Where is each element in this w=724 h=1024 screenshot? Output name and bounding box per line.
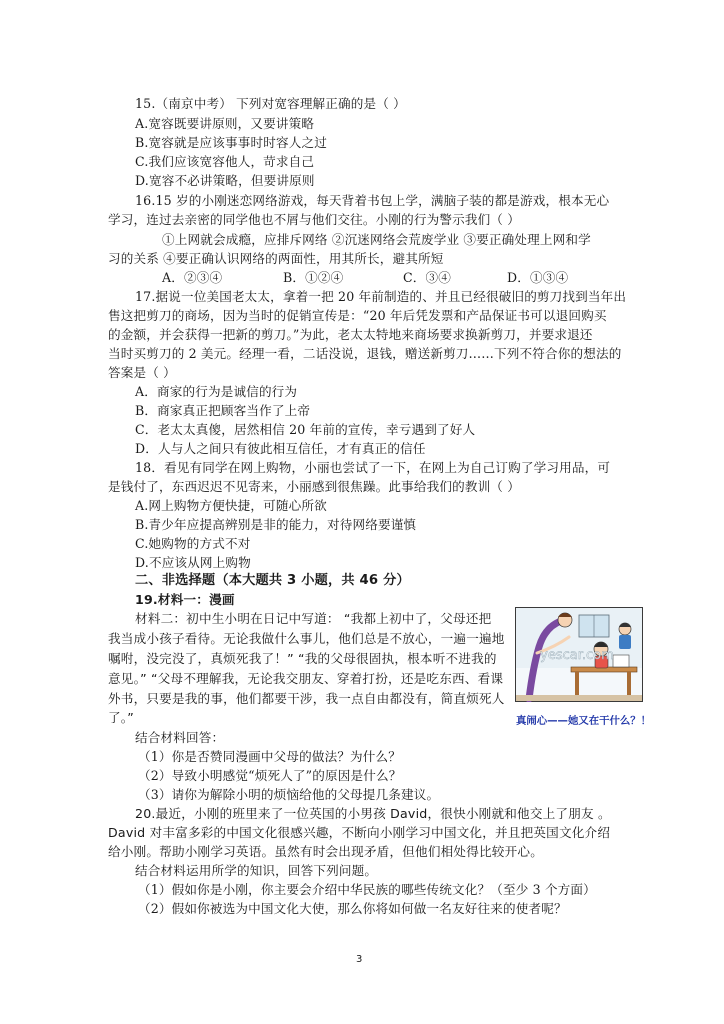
q19-material-line: 意见。” “父母不理解我，无论我交朋友、穿着打扮，还是吃东西、看课: [108, 671, 504, 686]
q15-option-a: A.宽容既要讲原则，又要讲策略: [135, 116, 315, 131]
q19-material-line: 嘱咐，没完没了，真烦死我了！” “我的父母很固执，根本听不进我的: [108, 651, 497, 666]
q20-material-line: 20.最近，小刚的班里来了一位英国的小男孩 David，很快小刚就和他交上了朋友 。: [135, 806, 611, 821]
q18-option-d: D.不应该从网上购物: [135, 555, 251, 570]
q18-stem-line: 是钱付了，东西迟迟不见寄来，小丽感到很焦躁。此事给我们的教训（ ）: [108, 479, 520, 494]
q19-prompt: 结合材料回答：: [135, 730, 225, 745]
q19-material-line: 材料二：初中生小明在日记中写道： “我都上初中了，父母还把: [135, 611, 492, 626]
q17-stem-line: 售这把剪刀的商场，因为当时的促销宣传是：“20 年后凭发票和产品保证书可以退回购买: [108, 308, 607, 323]
q19-material-line: 了。”: [108, 710, 135, 725]
q15-option-d: D.宽容不必讲策略，但要讲原则: [135, 173, 315, 188]
q20-prompt: 结合材料运用所学的知识，回答下列问题。: [135, 863, 378, 878]
q19-heading: 19.材料一：漫画: [135, 592, 235, 607]
cartoon-caption: 真闹心——她又在干什么？！: [516, 715, 652, 727]
q20-subquestion-1: （1）假如你是小刚，你主要会介绍中华民族的哪些传统文化？（至少 3 个方面）: [138, 882, 596, 897]
cartoon-illustration: [515, 607, 643, 702]
q20-material-line: 给小刚。帮助小刚学习英语。虽然有时会出现矛盾，但他们相处得比较开心。: [108, 844, 543, 859]
q17-option-d: D．人与人之间只有彼此相互信任，才有真正的信任: [135, 441, 426, 456]
q17-stem-line: 的金额，并会获得一把新的剪刀。”为此，老太太特地来商场要求换新剪刀，并要求退还: [108, 327, 593, 342]
page-number: 3: [356, 954, 363, 965]
q15-stem: 15.（南京中考） 下列对宽容理解正确的是（ ）: [135, 96, 406, 111]
q19-subquestion-3: （3）请你为解除小明的烦恼给他的父母提几条建议。: [138, 787, 440, 802]
q16-items-line: 习的关系 ④要正确认识网络的两面性，用其所长，避其所短: [108, 251, 444, 266]
q20-material-line: David 对丰富多彩的中国文化很感兴趣，不断向小刚学习中国文化，并且把英国文化介绍: [108, 825, 611, 840]
q15-option-b: B.宽容就是应该事事时时容人之过: [135, 135, 327, 150]
q17-option-c: C．老太太真傻，居然相信 20 年前的宣传，幸亏遇到了好人: [135, 422, 476, 437]
q16-choice-b: B．①②④: [283, 270, 344, 285]
q18-option-c: C.她购物的方式不对: [135, 536, 251, 551]
q16-choice-a: A．②③④: [162, 270, 223, 285]
q16-choice-d: D．①③④: [507, 270, 569, 285]
q19-subquestion-1: （1）你是否赞同漫画中父母的做法？为什么？: [138, 749, 402, 764]
q16-items-line: ①上网就会成瘾，应排斥网络 ②沉迷网络会荒废学业 ③要正确处理上网和学: [162, 232, 591, 247]
q20-subquestion-2: （2）假如你被选为中国文化大使，那么你将如何做一名友好往来的使者呢？: [138, 901, 567, 916]
q18-option-a: A.网上购物方便快捷，可随心所欲: [135, 498, 327, 513]
q16-choice-c: C．③④: [403, 270, 452, 285]
q16-stem-line: 16.15 岁的小刚迷恋网络游戏，每天背着书包上学，满脑子装的都是游戏，根本无心: [135, 193, 610, 208]
q17-option-b: B．商家真正把顾客当作了上帝: [135, 403, 311, 418]
q19-material-line: 外书，只要是我的事，他们都要干涉，我一点自由都没有，简直烦死人: [108, 691, 505, 706]
cartoon-watermark: yescar.com: [540, 648, 614, 663]
section-heading: 二、非选择题（本大题共 3 小题，共 46 分）: [135, 573, 410, 588]
q19-material-line: 我当成小孩子看待。无论我做什么事儿，他们总是不放心，一遍一遍地: [108, 631, 505, 646]
q17-stem-line: 答案是（ ）: [108, 365, 176, 380]
q17-option-a: A．商家的行为是诚信的行为: [135, 384, 298, 399]
q17-stem-line: 17.据说一位美国老太太，拿着一把 20 年前制造的、并且已经很破旧的剪刀找到当年出: [135, 289, 627, 304]
q16-stem-line: 学习，连过去亲密的同学他也不屑与他们交往。小刚的行为警示我们（ ）: [108, 212, 520, 227]
q18-option-b: B.青少年应提高辨别是非的能力，对待网络要谨慎: [135, 517, 417, 532]
q17-stem-line: 当时买剪刀的 2 美元。经理一看，二话没说，退钱，赠送新剪刀……下列不符合你的想法的: [108, 346, 622, 361]
q19-subquestion-2: （2）导致小明感觉“烦死人了”的原因是什么？: [138, 768, 402, 783]
q15-option-c: C.我们应该宽容他人，苛求自己: [135, 154, 315, 169]
q18-stem-line: 18．看见有同学在网上购物，小丽也尝试了一下，在网上为自己订购了学习用品，可: [135, 460, 611, 475]
